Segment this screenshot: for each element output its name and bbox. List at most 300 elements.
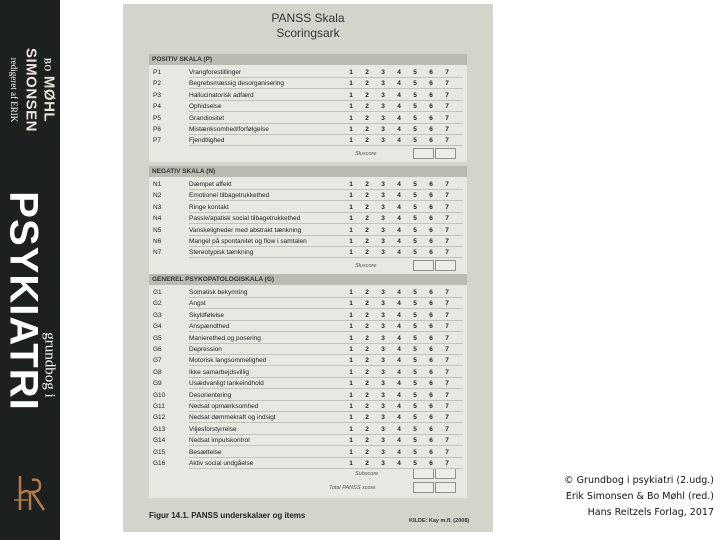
scale-value: 4 [397, 300, 401, 308]
scale-value: 1 [349, 126, 353, 133]
scale-value: 2 [365, 414, 369, 422]
row-divider [189, 145, 463, 146]
panss-scoring-sheet [123, 4, 493, 532]
scale-value: 1 [349, 403, 353, 410]
score-box [413, 148, 434, 159]
scale-value: 1 [349, 380, 353, 388]
scale-value: 4 [397, 437, 401, 445]
scale-value: 3 [381, 460, 385, 467]
item-label: Viljesforstyrrelse [189, 425, 237, 433]
scale-value: 6 [429, 238, 433, 245]
scale-value: 3 [381, 300, 385, 308]
item-row [149, 459, 467, 469]
score-box [413, 468, 434, 479]
scale-value: 6 [429, 357, 433, 365]
scale-value: 4 [397, 215, 401, 223]
scale-value: 4 [397, 380, 401, 388]
item-label: Ophidselse [189, 103, 222, 111]
item-row [149, 237, 467, 247]
item-label: Nedsat opmærksomhed [189, 403, 259, 410]
scale-value: 6 [429, 192, 433, 200]
scale-value: 4 [397, 192, 401, 200]
scale-value: 3 [381, 203, 385, 211]
scale-value: 6 [429, 80, 433, 88]
item-label: Hallucinatorisk adfærd [189, 91, 254, 99]
scale-value: 2 [365, 334, 369, 342]
scale-value: 1 [349, 215, 353, 223]
scale-value: 7 [445, 346, 449, 353]
scale-value: 1 [349, 203, 353, 211]
scale-value: 5 [413, 334, 417, 342]
scale-value: 5 [413, 215, 417, 223]
row-divider [189, 123, 463, 124]
item-label: Passiv/apatisk social tilbagetrukkethed [189, 215, 301, 223]
sum-label: Sluscore [355, 263, 377, 269]
spine-subtitle: grundbog i [41, 332, 58, 398]
scale-value: 7 [445, 403, 449, 410]
scale-value: 6 [429, 368, 433, 376]
item-row [149, 311, 467, 321]
item-row [149, 356, 467, 366]
scale-value: 6 [429, 448, 433, 456]
item-code: P4 [153, 103, 161, 111]
scale-value: 3 [381, 215, 385, 223]
scale-value: 2 [365, 181, 369, 188]
scale-value: 5 [413, 357, 417, 365]
scale-value: 3 [381, 114, 385, 122]
item-code: G3 [153, 311, 162, 319]
row-divider [189, 297, 463, 298]
row-divider [189, 200, 463, 201]
scale-value: 6 [429, 203, 433, 211]
scale-value: 6 [429, 391, 433, 399]
row-divider [189, 257, 463, 258]
scale-value: 7 [445, 181, 449, 188]
figure-caption: Figur 14.1. PANSS underskalaer og items [149, 511, 306, 520]
score-box [435, 260, 456, 271]
item-code: N4 [153, 215, 162, 223]
scale-value: 6 [429, 460, 433, 467]
scale-value: 1 [349, 460, 353, 467]
spine-editors [0, 16, 60, 164]
score-box [435, 482, 456, 493]
item-row [149, 288, 467, 298]
item-row [149, 448, 467, 458]
scale-value: 5 [413, 346, 417, 353]
item-label: Desorientering [189, 391, 232, 399]
scale-value: 2 [365, 448, 369, 456]
scale-value: 1 [349, 114, 353, 122]
scale-value: 5 [413, 103, 417, 111]
item-code: P6 [153, 126, 161, 133]
row-divider [189, 212, 463, 213]
scale-value: 1 [349, 346, 353, 353]
scale-value: 2 [365, 437, 369, 445]
scale-value: 6 [429, 334, 433, 342]
scale-value: 7 [445, 448, 449, 456]
item-label: Ikke samarbejdsvillig [189, 368, 249, 376]
scale-value: 1 [349, 368, 353, 376]
item-code: G16 [153, 460, 166, 467]
scale-value: 6 [429, 289, 433, 296]
row-divider [189, 223, 463, 224]
scale-value: 2 [365, 226, 369, 234]
scale-value: 2 [365, 289, 369, 296]
item-row [149, 379, 467, 389]
row-divider [189, 468, 463, 469]
scale-value: 4 [397, 414, 401, 422]
scale-value: 5 [413, 289, 417, 296]
row-divider [189, 434, 463, 435]
scale-value: 2 [365, 380, 369, 388]
scale-value: 2 [365, 249, 369, 257]
item-label: Mangel på spontanitet og flow i samtalen [189, 238, 307, 245]
section-heading: NEGATIV SKALA (N) [149, 166, 467, 177]
spine-title-block [1, 172, 46, 430]
scale-value: 6 [429, 311, 433, 319]
scale-value: 4 [397, 357, 401, 365]
scale-value: 3 [381, 103, 385, 111]
scale-value: 4 [397, 448, 401, 456]
scale-value: 7 [445, 91, 449, 99]
scale-value: 1 [349, 192, 353, 200]
scale-value: 5 [413, 137, 417, 145]
scale-value: 5 [413, 91, 417, 99]
item-label: Anspændthed [189, 323, 230, 331]
scale-value: 5 [413, 69, 417, 76]
scale-value: 6 [429, 181, 433, 188]
section-heading: GENEREL PSYKOPATOLOGISKALA (G) [149, 274, 467, 285]
scale-value: 1 [349, 448, 353, 456]
scale-value: 1 [349, 80, 353, 88]
item-row [149, 391, 467, 401]
scale-value: 1 [349, 437, 353, 445]
scale-value: 7 [445, 215, 449, 223]
editor1-block [22, 16, 40, 164]
scale-value: 6 [429, 91, 433, 99]
scale-value: 5 [413, 203, 417, 211]
row-divider [189, 331, 463, 332]
item-label: Emotionel tilbagetrukkethed [189, 192, 270, 200]
scale-value: 7 [445, 391, 449, 399]
scale-value: 5 [413, 323, 417, 331]
scale-value: 6 [429, 249, 433, 257]
scale-value: 3 [381, 226, 385, 234]
scale-value: 6 [429, 300, 433, 308]
scale-value: 1 [349, 334, 353, 342]
sum-label: Sluscore [355, 151, 377, 157]
scale-value: 1 [349, 323, 353, 331]
item-label: Grandiositet [189, 114, 225, 122]
item-label: Nedsat impulskontrol [189, 437, 250, 445]
scale-value: 4 [397, 289, 401, 296]
editor2-name [41, 58, 58, 122]
item-code: G4 [153, 323, 162, 331]
scale-value: 1 [349, 414, 353, 422]
scale-value: 7 [445, 238, 449, 245]
row-divider [189, 354, 463, 355]
item-label: Mistænksomhed/forfølgelse [189, 126, 269, 133]
item-label: Aktiv social undgåelse [189, 460, 254, 467]
item-label: Somatisk bekymring [189, 289, 248, 296]
scale-value: 6 [429, 403, 433, 410]
item-label: Stereotypisk tænkning [189, 249, 254, 257]
editors-prefix-block [8, 16, 20, 164]
row-divider [189, 343, 463, 344]
scale-value: 4 [397, 368, 401, 376]
item-row [149, 368, 467, 378]
scale-value: 6 [429, 425, 433, 433]
scale-value: 3 [381, 334, 385, 342]
scale-value: 2 [365, 114, 369, 122]
scale-value: 7 [445, 289, 449, 296]
scale-value: 7 [445, 300, 449, 308]
scale-value: 6 [429, 323, 433, 331]
item-row [149, 203, 467, 213]
scale-value: 1 [349, 391, 353, 399]
scale-value: 4 [397, 249, 401, 257]
spine-subtitle-block [40, 300, 58, 430]
scale-value: 7 [445, 368, 449, 376]
item-row [149, 68, 467, 78]
item-row [149, 191, 467, 201]
scale-value: 3 [381, 391, 385, 399]
item-row [149, 180, 467, 190]
scale-value: 2 [365, 323, 369, 331]
scale-value: 4 [397, 137, 401, 145]
scale-value: 5 [413, 80, 417, 88]
item-label: Vrangforestillinger [189, 69, 242, 76]
scale-value: 4 [397, 69, 401, 76]
scale-value: 5 [413, 114, 417, 122]
scale-value: 1 [349, 181, 353, 188]
scale-value: 3 [381, 311, 385, 319]
scale-value: 5 [413, 414, 417, 422]
scale-value: 3 [381, 249, 385, 257]
scale-value: 4 [397, 226, 401, 234]
scale-value: 3 [381, 346, 385, 353]
scale-value: 2 [365, 238, 369, 245]
item-row [149, 334, 467, 344]
row-divider [189, 445, 463, 446]
row-divider [189, 246, 463, 247]
scale-value: 5 [413, 460, 417, 467]
book-spine [0, 0, 60, 540]
row-divider [189, 134, 463, 135]
scale-value: 5 [413, 238, 417, 245]
row-divider [189, 422, 463, 423]
scale-value: 7 [445, 103, 449, 111]
editors-prefix: redigeret af ERIK [9, 57, 19, 123]
scale-value: 2 [365, 80, 369, 88]
scale-value: 2 [365, 311, 369, 319]
item-code: N1 [153, 181, 162, 188]
row-divider [189, 377, 463, 378]
scale-value: 3 [381, 414, 385, 422]
scale-value: 6 [429, 103, 433, 111]
scale-value: 7 [445, 203, 449, 211]
scale-value: 7 [445, 114, 449, 122]
scale-value: 7 [445, 323, 449, 331]
scale-value: 2 [365, 403, 369, 410]
scale-value: 7 [445, 334, 449, 342]
scale-value: 3 [381, 126, 385, 133]
scale-value: 2 [365, 192, 369, 200]
item-code: G6 [153, 346, 162, 353]
scale-value: 3 [381, 448, 385, 456]
item-label: Depression [189, 346, 222, 353]
item-row [149, 114, 467, 124]
scale-value: 6 [429, 414, 433, 422]
section-negative-scale [149, 166, 467, 274]
section-positive-scale [149, 54, 467, 162]
scale-value: 5 [413, 425, 417, 433]
copyright-line-1: © Grundbog i psykiatri (2.udg.) [564, 475, 714, 486]
scale-value: 4 [397, 391, 401, 399]
item-code: G11 [153, 403, 165, 410]
item-code: P2 [153, 80, 161, 88]
row-divider [189, 457, 463, 458]
item-row [149, 226, 467, 236]
scale-value: 7 [445, 69, 449, 76]
scale-value: 2 [365, 126, 369, 133]
scale-value: 7 [445, 357, 449, 365]
scale-value: 1 [349, 91, 353, 99]
row-divider [189, 235, 463, 236]
item-code: N5 [153, 226, 162, 234]
row-divider [189, 189, 463, 190]
item-label: Ringe kontakt [189, 203, 229, 211]
item-code: G7 [153, 357, 162, 365]
scale-value: 2 [365, 203, 369, 211]
scale-value: 5 [413, 380, 417, 388]
scale-value: 2 [365, 460, 369, 467]
scale-value: 4 [397, 346, 401, 353]
score-box [435, 468, 456, 479]
item-row [149, 102, 467, 112]
scale-value: 7 [445, 414, 449, 422]
item-code: G5 [153, 334, 162, 342]
item-code: N7 [153, 249, 162, 257]
item-code: G14 [153, 437, 166, 445]
scale-value: 6 [429, 226, 433, 234]
row-divider [189, 100, 463, 101]
item-code: G9 [153, 380, 162, 388]
item-label: Angst [189, 300, 206, 308]
scale-value: 3 [381, 368, 385, 376]
scale-value: 4 [397, 311, 401, 319]
item-code: G10 [153, 391, 166, 399]
row-divider [189, 400, 463, 401]
item-code: P7 [153, 137, 161, 145]
scale-value: 1 [349, 300, 353, 308]
scale-value: 7 [445, 437, 449, 445]
item-label: Nedsat dømmekraft og indsigt [189, 414, 276, 422]
item-code: G15 [153, 448, 166, 456]
row-divider [189, 388, 463, 389]
item-row [149, 91, 467, 101]
scale-value: 5 [413, 403, 417, 410]
section-heading: POSITIV SKALA (P) [149, 54, 467, 65]
editor2-surname: MØHL [40, 75, 58, 123]
scale-value: 1 [349, 249, 353, 257]
item-code: N6 [153, 238, 162, 245]
item-code: G2 [153, 300, 162, 308]
scale-value: 1 [349, 357, 353, 365]
scale-value: 3 [381, 380, 385, 388]
scale-value: 2 [365, 391, 369, 399]
scale-value: 1 [349, 103, 353, 111]
item-row [149, 425, 467, 435]
item-code: P1 [153, 69, 161, 76]
scale-value: 6 [429, 114, 433, 122]
scale-value: 4 [397, 425, 401, 433]
item-label: Begrebsmæssig desorganisering [189, 80, 285, 88]
scale-value: 4 [397, 114, 401, 122]
scale-value: 4 [397, 80, 401, 88]
item-label: Usædvanligt tankeindhold [189, 380, 264, 388]
row-divider [189, 77, 463, 78]
scale-value: 7 [445, 137, 449, 145]
scale-value: 7 [445, 226, 449, 234]
scale-value: 5 [413, 311, 417, 319]
row-divider [189, 320, 463, 321]
scale-value: 3 [381, 238, 385, 245]
item-code: G1 [153, 289, 162, 296]
scale-value: 4 [397, 460, 401, 467]
item-row [149, 345, 467, 355]
scale-value: 3 [381, 437, 385, 445]
item-code: N2 [153, 192, 162, 200]
scale-value: 7 [445, 380, 449, 388]
scale-value: 1 [349, 425, 353, 433]
scale-value: 6 [429, 346, 433, 353]
score-box [413, 260, 434, 271]
scale-value: 3 [381, 357, 385, 365]
scale-value: 6 [429, 126, 433, 133]
item-code: N3 [153, 203, 162, 211]
scale-value: 3 [381, 192, 385, 200]
scale-value: 3 [381, 181, 385, 188]
scale-value: 4 [397, 238, 401, 245]
spine-title: PSYKIATRI [1, 191, 46, 411]
row-divider [189, 411, 463, 412]
score-box [435, 148, 456, 159]
scale-value: 4 [397, 334, 401, 342]
item-row [149, 79, 467, 89]
scale-value: 2 [365, 425, 369, 433]
scale-value: 5 [413, 300, 417, 308]
scale-value: 1 [349, 238, 353, 245]
scale-value: 7 [445, 249, 449, 257]
section-general-scale [149, 274, 467, 498]
scale-value: 6 [429, 437, 433, 445]
item-row [149, 322, 467, 332]
item-label: Motorisk langsommelighed [189, 357, 267, 365]
scale-value: 5 [413, 448, 417, 456]
item-label: Besættelse [189, 448, 222, 456]
item-code: G13 [153, 425, 166, 433]
scale-value: 7 [445, 192, 449, 200]
editor2-block [40, 16, 58, 164]
score-box [413, 482, 434, 493]
item-code: P3 [153, 91, 161, 99]
editor1-name: SIMONSEN [22, 47, 40, 133]
scale-value: 5 [413, 368, 417, 376]
scale-value: 2 [365, 69, 369, 76]
scale-value: 6 [429, 69, 433, 76]
scale-value: 7 [445, 425, 449, 433]
